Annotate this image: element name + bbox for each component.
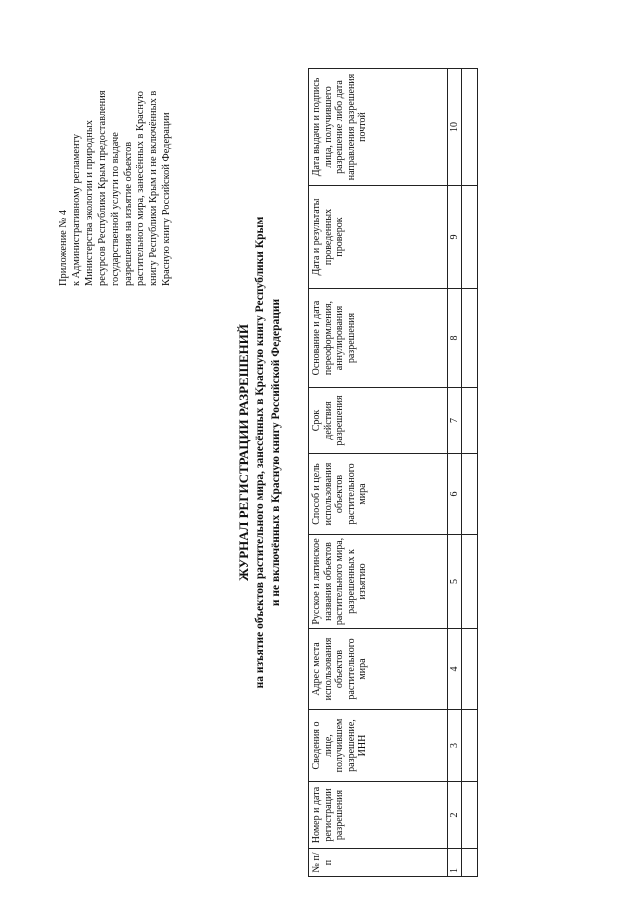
column-number: 5 bbox=[448, 535, 462, 629]
journal-title: ЖУРНАЛ РЕГИСТРАЦИИ РАЗРЕШЕНИЙ bbox=[236, 324, 251, 581]
header-cell: № п/п bbox=[309, 849, 448, 877]
header-cell: Дата выдачи и подпись лица, получившего разрешение либо дата направления разрешения почтой bbox=[309, 69, 448, 186]
empty-table-row bbox=[462, 69, 478, 877]
column-number: 8 bbox=[448, 289, 462, 388]
appendix-line: Красную книгу Российской Федерации bbox=[161, 112, 173, 286]
column-number: 4 bbox=[448, 629, 462, 710]
journal-subtitle-line2: и не включённых в Красную книгу Российской Федерации bbox=[270, 298, 282, 607]
header-cell: Номер и дата регистрации разрешения bbox=[309, 782, 448, 849]
empty-cell bbox=[462, 849, 478, 877]
appendix-line: Приложение № 4 bbox=[58, 209, 69, 286]
appendix-line: государственной услуги по выдаче bbox=[109, 132, 121, 286]
appendix-line: ресурсов Республики Крым предоставления bbox=[96, 90, 108, 286]
appendix-line: растительного мира, занесённых в Красную bbox=[135, 91, 147, 286]
column-number: 1 bbox=[448, 849, 462, 877]
empty-cell bbox=[462, 289, 478, 388]
empty-cell bbox=[462, 388, 478, 454]
column-number: 3 bbox=[448, 710, 462, 782]
appendix-note bbox=[58, 36, 174, 286]
column-number: 9 bbox=[448, 186, 462, 289]
empty-cell bbox=[462, 782, 478, 849]
header-cell: Способ и цель использования объектов растительного мира bbox=[309, 454, 448, 535]
appendix-line: к Административному регламенту bbox=[70, 133, 82, 286]
table-header-row bbox=[309, 69, 448, 877]
empty-cell bbox=[462, 186, 478, 289]
empty-cell bbox=[462, 535, 478, 629]
header-cell: Основание и дата переоформления, аннулирования разрешения bbox=[309, 289, 448, 388]
column-number: 7 bbox=[448, 388, 462, 454]
appendix-line: Министерства экологии и природных bbox=[83, 119, 95, 286]
header-cell: Срок действия разрешения bbox=[309, 388, 448, 454]
header-cell: Русское и латинское названия объектов растительного мира, разрешенных к изъятию bbox=[309, 535, 448, 629]
column-number: 10 bbox=[448, 69, 462, 186]
header-cell: Адрес места использования объектов растительного мира bbox=[309, 629, 448, 710]
registration-table bbox=[308, 68, 478, 877]
empty-cell bbox=[462, 69, 478, 186]
empty-cell bbox=[462, 710, 478, 782]
empty-cell bbox=[462, 454, 478, 535]
appendix-line: разрешения на изъятие объектов bbox=[122, 141, 134, 286]
column-number: 6 bbox=[448, 454, 462, 535]
column-number-row bbox=[448, 69, 462, 877]
empty-cell bbox=[462, 629, 478, 710]
column-number: 2 bbox=[448, 782, 462, 849]
journal-subtitle-line1: на изъятие объектов растительного мира, занесённых в Красную книгу Республики Крым bbox=[254, 216, 266, 689]
header-cell: Сведения о лице, получившем разрешение, ИНН bbox=[309, 710, 448, 782]
appendix-line: книгу Республики Крым и не включённых в bbox=[148, 90, 160, 286]
header-cell: Дата и результаты проведенных проверок bbox=[309, 186, 448, 289]
